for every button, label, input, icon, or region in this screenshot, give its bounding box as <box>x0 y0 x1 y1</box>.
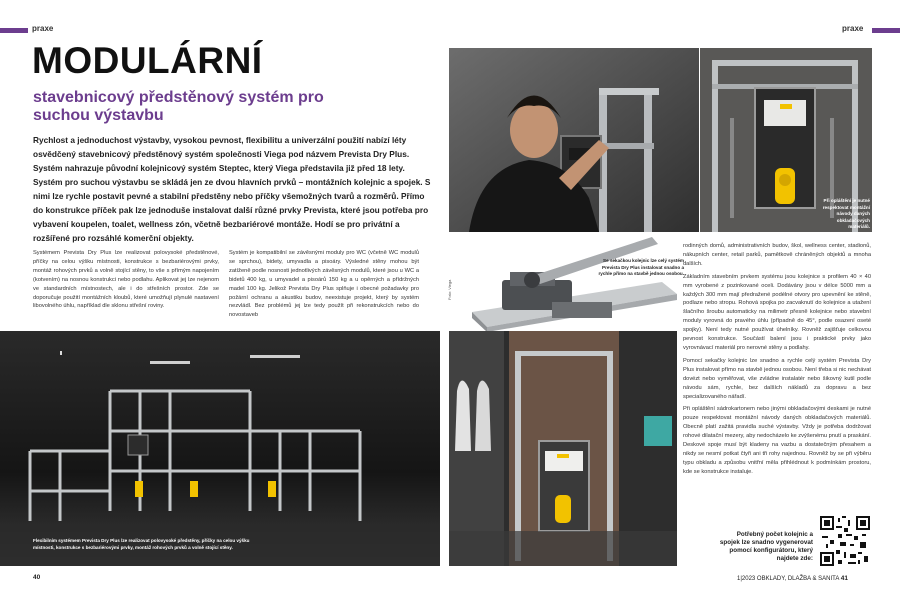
photo-credit: Foto: Viega <box>447 279 452 300</box>
body-column-2 <box>229 249 419 324</box>
qr-code-icon <box>820 516 870 566</box>
article-lead: Rychlost a jednoduchost výstavby, vysokou pevnost, flexibilitu a univerzální použití nabízí léty osvědčený stavebnicový předstěnový systém společnosti Viega pod názvem Prevista Dry Plus. Systém nahrazuje původní kolejnicový systém Steptec, který Viega představila již před 18 lety. Systém pro suchou výstavbu se skládá jen ze dvou hlavních prvků – montážních kolejnic a spojek. S nimi lze rychle postavit pevné a stabilní předstěny nebo příčky všemožných tvarů a rozměrů. Přímo do konstrukce příček pak lze jednoduše instalovat další různé prvky Prevista, které jsou potřeba pro vybavení koupelen, toalet, wellness zón, včetně bezbariérové montáže. Hodí se pro privátní a rozšířené pro rozsáhlé komerční objekty. <box>33 135 431 243</box>
body-col1-text: Systémem Prevista Dry Plus lze realizovat polovysoké předstěnové, příčky na celou výšku místnosti, konstrukce s bezbariérovými prvky, montáž rohových prvků a volně stojící stěny, to vše s přímým napojením (kotvením) na nosnou konstrukci nebo podlahu. Aplikovat jej lze nejenom ve standardních místnostech, ale i do střešních prostor. Zde se doporučuje použití montážních kloubů, které umožňují plynulé nastavení libovolného úhlu, například dle sklonu střešní roviny. <box>33 250 219 310</box>
photo-bathroom <box>449 331 677 566</box>
issue-text: 1|2023 OBKLADY, DLAŽBA & SANITA <box>737 576 840 582</box>
photo-hall <box>0 331 440 566</box>
installer-illustration <box>449 48 699 232</box>
body-col3-p1: rodinných domů, administrativních budov, škol, wellness center, stadionů, nákupních center, retail parků, pamětkově chráněných objektů a mnoha dalších. <box>683 243 871 267</box>
page-number-left: 40 <box>33 574 41 581</box>
page-number-right: 41 <box>840 575 848 582</box>
caption-hall: Flexibilním systémem Prevista Dry Plus lze realizovat polovysoké předstěny, příčky na celou výšku místnosti, konstrukce s bezbariérovými prvky, montáž rohových prvků a volně stojící stěny. <box>33 538 250 550</box>
header-bar-right <box>872 28 900 33</box>
body-col3-p4: Při opláštění sádrokartonem nebo jinými obkladačovými deskami je nutné pouze respektovat montážní návody daných obkladačových materiálů. Obecně platí zažitá pravidla suché výstavby. Vždy je potřeba dodržovat rohové dilatační mezery, aby nedocházelo ke zvýšenému pnutí a praskání. Deskové spoje musí být kladeny na vazbu a dostatečným přesahem a nikdy se nesmí potkat čtyři ani tři rohy najednou. Rovněž by se při výběru typu obkladu a způsobu vnitřní měla přihlédnout k podmínkám prostoru, kde se konstrukce instaluje. <box>683 406 872 475</box>
cta-text: Potřebný počet kolejnic a spojek lze snadno vygenerovat pomocí konfigurátoru, který najdete zde: <box>719 531 813 562</box>
body-column-3 <box>683 242 871 481</box>
photo-installer <box>449 48 699 232</box>
section-label-right: praxe <box>842 24 864 33</box>
caption-wall-frame: Při opláštění je nutné respektovat montážní návody daných obkladačových materiálů. <box>822 198 870 229</box>
caption-rail-cutter: Se sekačkou kolejnic lze celý systém Prevista Dry Plus instalovat snadno a rychle přímo na stavbě jednou osobou. <box>598 258 684 276</box>
body-col3-p2: Základním stavebním prvkem systému jsou kolejnice s profilem 40 × 40 mm vyrobené z pozinkované oceli. Dodávány jsou v délce 5000 mm a každých 300 mm mají předražené podélné otvory pro upevnění ke stěně, podlaze nebo stropu. Rohová spojka po zacvaknutí do kolejnice a utažení šlačního šroubu automaticky na milimetr přesně kolejnice nebo stavební moduly vyrovná do pravého úhlu (případně do 45°, podle osazení oseté spojky). Není tedy nutné používat úhelníky. Rovněž zajišťuje celkovou pevnost konstrukce. Součástí balení jsou i praktické prvky jako vyrovnávací materiál pro nerovné stěny a podlahy. <box>683 273 871 351</box>
header-bar-left <box>0 28 28 33</box>
bathroom-illustration <box>449 331 677 566</box>
section-label-left: praxe <box>32 24 54 33</box>
photo-wall-frame <box>700 48 872 232</box>
article-title: MODULÁRNÍ <box>32 40 263 81</box>
body-col2-text: Systém je kompatibilní se závěsnými moduly pro WC (včetně WC modulů se sprchou), bidety, umyvadla a pisoáry. Výsledné stěny mohou být zatíženě podle nosnosti jednotlivých závěsných modulů, které jsou u WC a bidetů 400 kg, u umyvadel a pisoárů 150 kg a u opěrných a přídržných madel 100 kg. Jelikož Prevista Dry Plus splňuje i obecné požadavky pro požární ochranu a akustiku budov, neexistuje projekt, který by systém nezvládl. Bez problémů jej lze tedy použít při rekonstrukcích nebo do novostaveb <box>229 250 419 319</box>
body-column-1 <box>33 249 219 315</box>
article-subtitle: stavebnicový předstěnový systém pro suchou výstavbu <box>33 89 324 124</box>
configurator-qr-code[interactable] <box>820 516 870 566</box>
hall-illustration <box>0 331 440 566</box>
footer-issue <box>737 575 848 582</box>
body-col3-p3: Pomocí sekačky kolejnic lze snadno a rychle celý systém Prevista Dry Plus instalovat přímo na stavbě jednou osobou. Není třeba si nic nechávat dovézt nebo vyměřovat, vše zvládne instalatér nebo šikovný kutil podle návodu sám, rychle, bez dalších nákladů za dopravu a bez specializovaného nářadí. <box>683 357 871 400</box>
